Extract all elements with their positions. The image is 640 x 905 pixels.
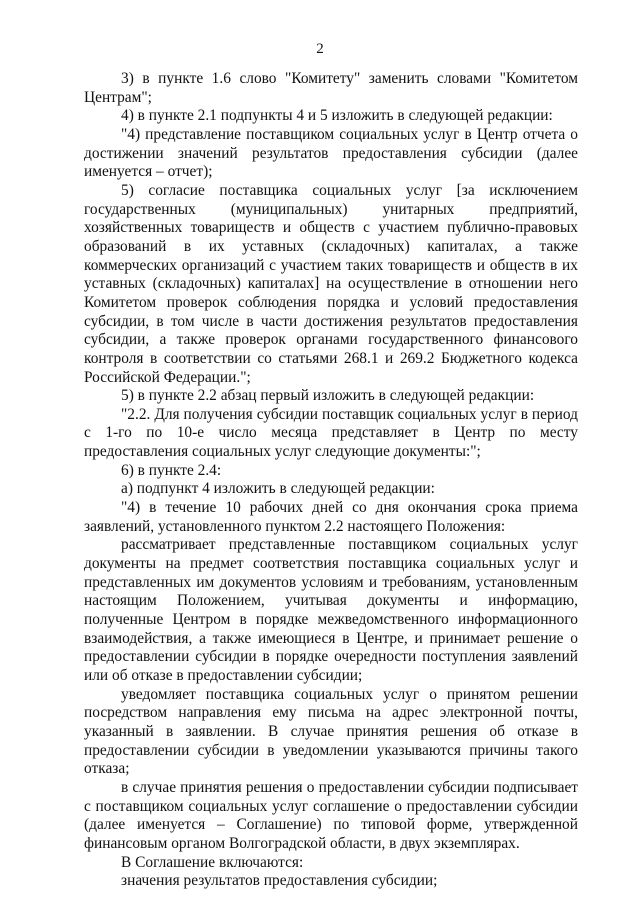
document-body bbox=[84, 70, 578, 891]
paragraph-2: 4) в пункте 2.1 подпункты 4 и 5 изложить в следующей редакции: bbox=[121, 107, 553, 125]
paragraph-14: значения результатов предоставления субсидии; bbox=[121, 872, 438, 890]
paragraph-10: рассматривает представленные поставщиком социальных услуг документы на предмет соответствия поставщика социальных услуг и представленных им документов условиям и требованиям, установленным настоящим Положением, учитывая документы и информацию, полученные Центром в порядке межведомственного информационного взаимодействия, а также имеющиеся в Центре, и принимает решение о предоставлении субсидии в порядке очередности поступления заявлений или об отказе в предоставлении субсидии; bbox=[84, 536, 578, 684]
paragraph-9: "4) в течение 10 рабочих дней со дня окончания срока приема заявлений, установленного пунктом 2.2 настоящего Положения: bbox=[84, 499, 578, 535]
paragraph-4: 5) согласие поставщика социальных услуг [за исключением государственных (муниципальных) унитарных предприятий, хозяйственных товариществ и обществ с участием публично-правовых образований в их уставных (складочных) капиталах, а также коммерческих организаций с участием таких товариществ и обществ в их уставных (складочных) капиталах] на осуществление в отношении него Комитетом проверок соблюдения порядка и условий предоставления субсидии, в том числе в части достижения результатов предоставления субсидии, а также проверок органами государственного финансового контроля в соответствии со статьями 268.1 и 269.2 Бюджетного кодекса Российской Федерации."; bbox=[84, 181, 578, 386]
paragraph-13: В Соглашение включаются: bbox=[121, 853, 304, 871]
paragraph-1: 3) в пункте 1.6 слово "Комитету" заменить словами "Комитетом Центрам"; bbox=[84, 70, 578, 106]
paragraph-7: 6) в пункте 2.4: bbox=[121, 461, 222, 479]
paragraph-6: "2.2. Для получения субсидии поставщик социальных услуг в период с 1-го по 10-е число месяца представляет в Центр по месту предоставления социальных услуг следующие документы:"; bbox=[84, 405, 578, 461]
paragraph-12: в случае принятия решения о предоставлении субсидии подписывает с поставщиком социальных услуг соглашение о предоставлении субсидии (далее именуется – Соглашение) по типовой форме, утвержденной финансовым органом Волгоградской области, в двух экземплярах. bbox=[84, 778, 578, 852]
page-number: 2 bbox=[316, 41, 324, 57]
paragraph-8: а) подпункт 4 изложить в следующей редакции: bbox=[121, 480, 435, 498]
paragraph-3: "4) представление поставщиком социальных услуг в Центр отчета о достижении значений результатов предоставления субсидии (далее именуется – отчет); bbox=[84, 125, 578, 181]
paragraph-5: 5) в пункте 2.2 абзац первый изложить в следующей редакции: bbox=[121, 387, 535, 405]
paragraph-11: уведомляет поставщика социальных услуг о принятом решении посредством направления ему письма на адрес электронной почты, указанный в заявлении. В случае принятия решения об отказе в предоставлении субсидии в уведомлении указываются причины такого отказа; bbox=[84, 685, 578, 778]
